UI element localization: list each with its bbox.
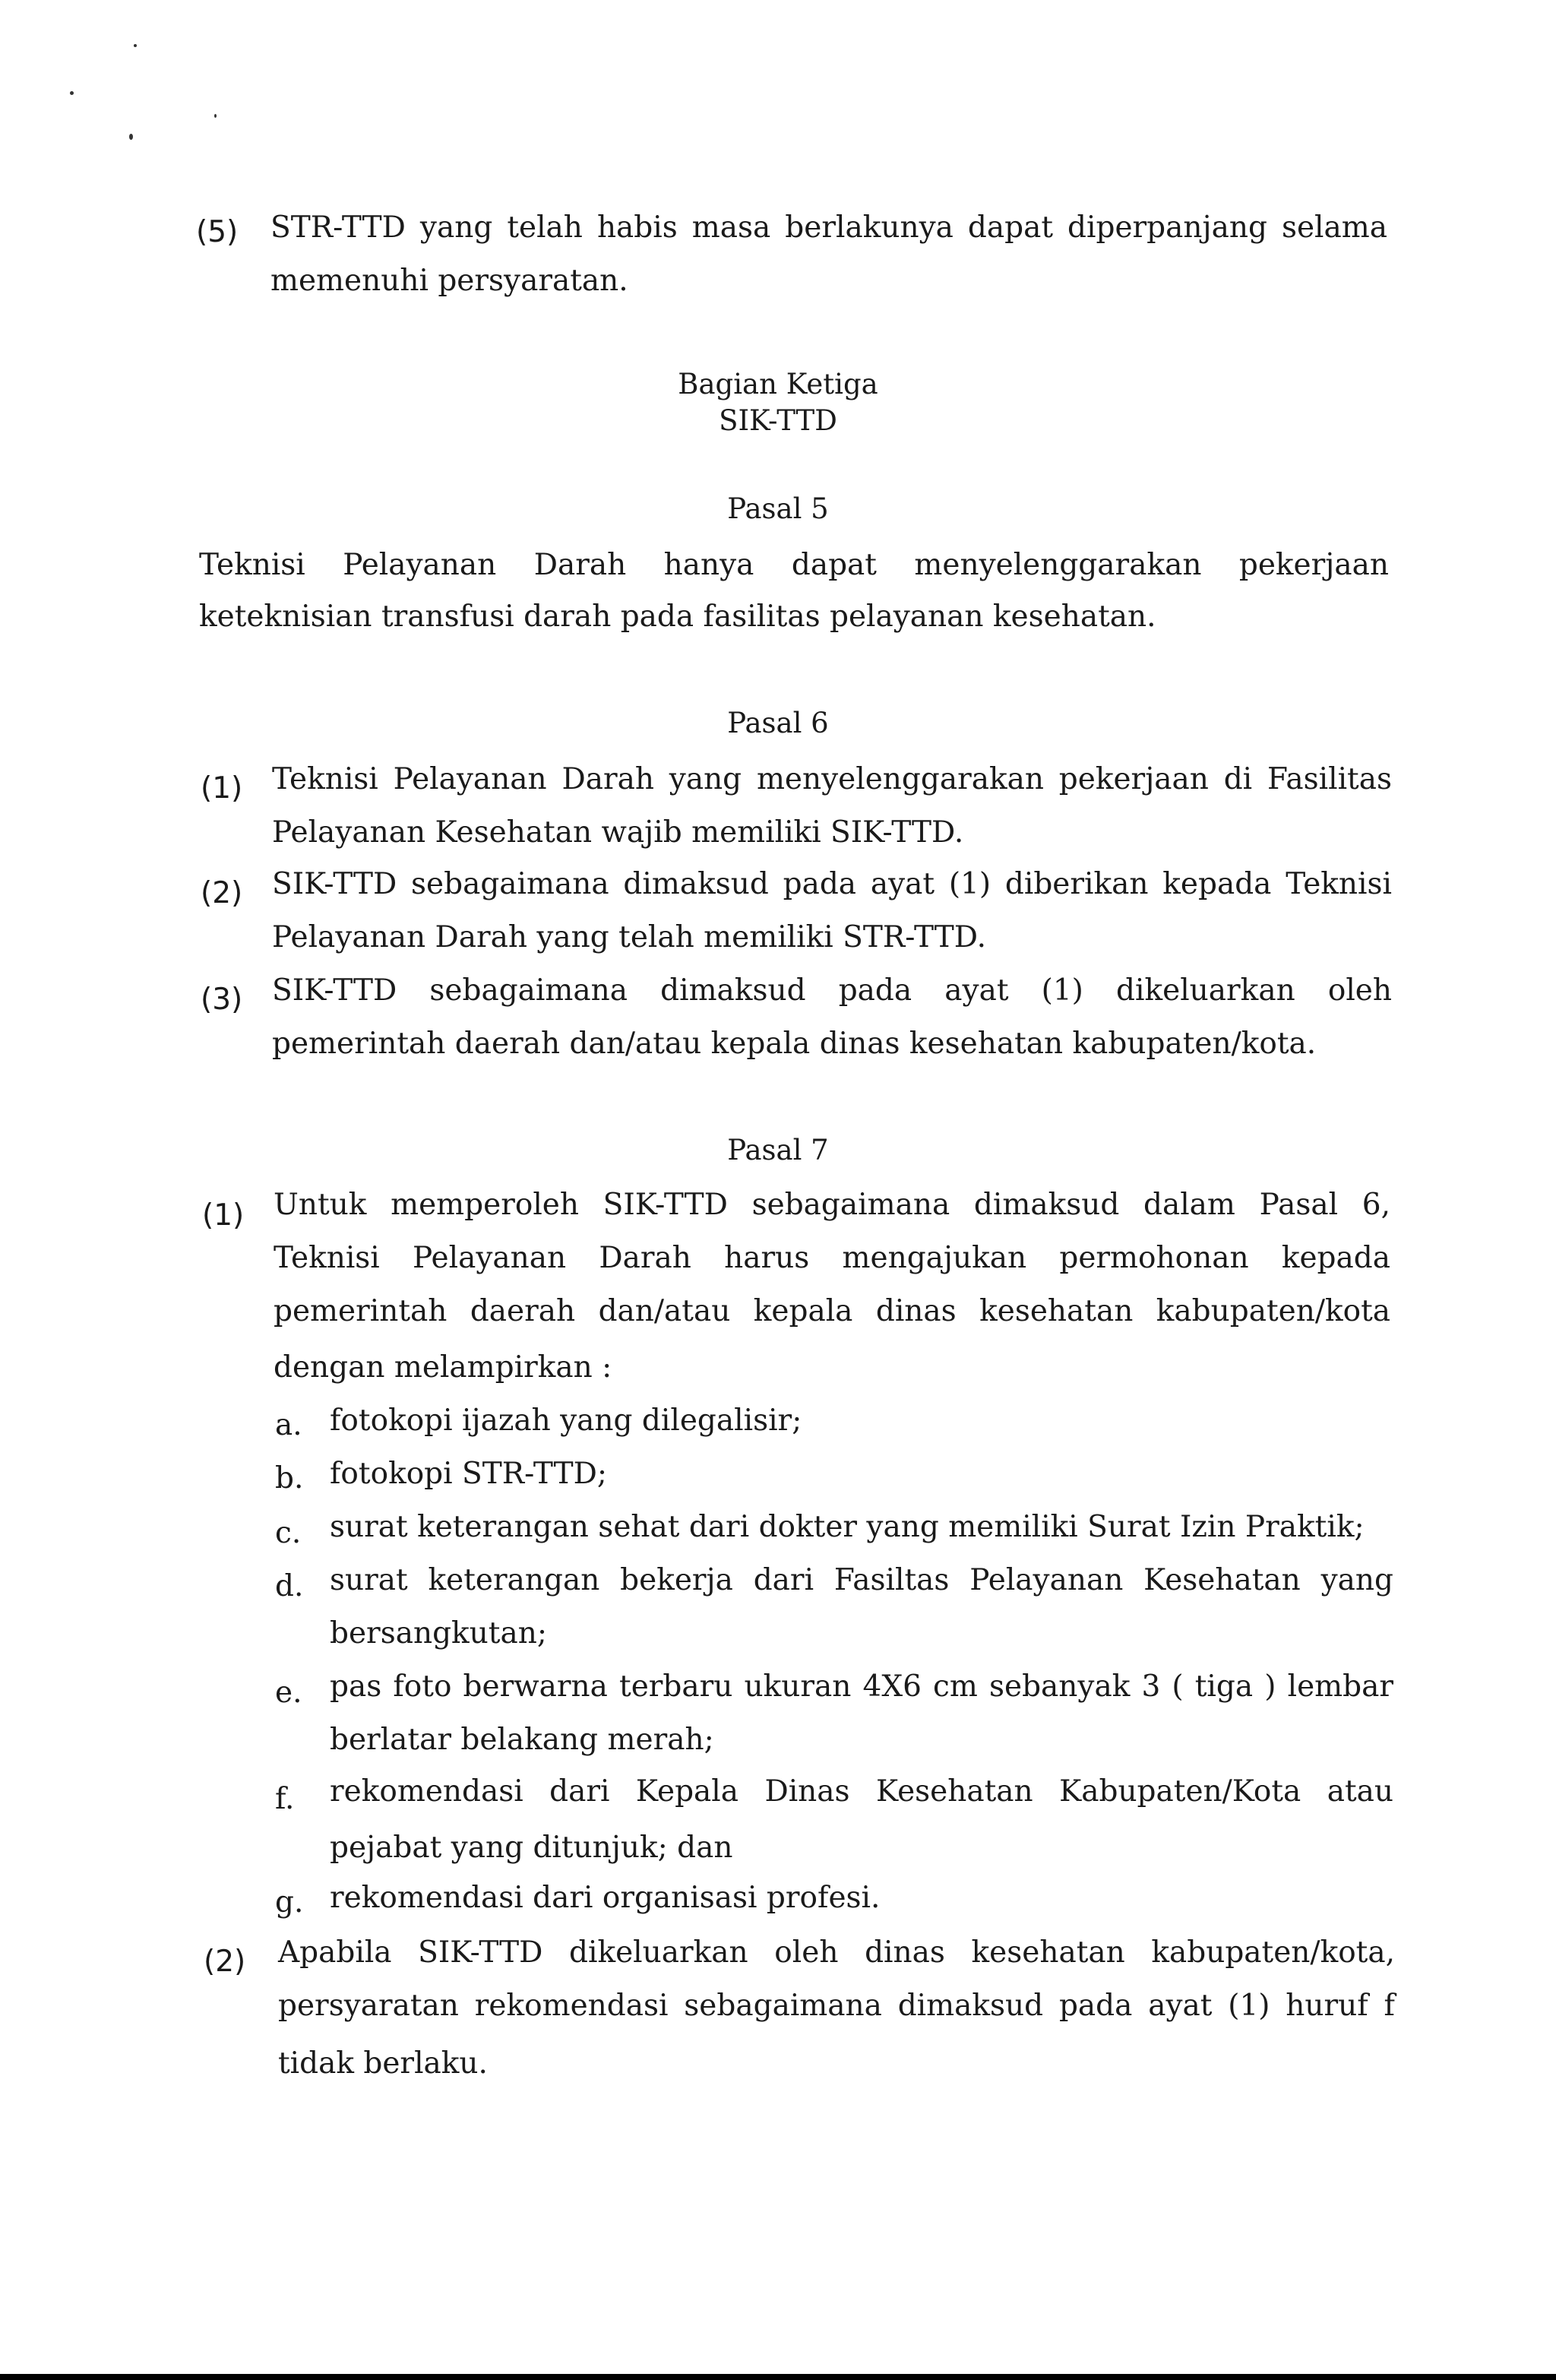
section-subtitle: SIK-TTD <box>719 404 837 437</box>
scan-speck <box>70 91 74 95</box>
paragraph-number: (2) <box>204 1945 246 1979</box>
scan-speck <box>214 114 217 118</box>
section-title: Bagian Ketiga <box>678 368 878 400</box>
paragraph-text: tidak berlaku. <box>278 2046 488 2081</box>
paragraph-text: Untuk memperoleh SIK-TTD sebagaimana dimaksud dalam Pasal 6, <box>274 1188 1390 1222</box>
list-letter: e. <box>275 1676 302 1710</box>
scan-bottom-edge <box>0 2374 1556 2380</box>
list-item-text: rekomendasi dari organisasi profesi. <box>330 1881 881 1915</box>
article-heading: Pasal 7 <box>727 1134 829 1166</box>
paragraph-text: Teknisi Pelayanan Darah yang menyelenggarakan pekerjaan di Fasilitas <box>272 762 1392 796</box>
scan-speck <box>129 134 133 140</box>
list-letter: c. <box>275 1516 302 1550</box>
paragraph-number: (1) <box>201 771 243 805</box>
list-item-text: pas foto berwarna terbaru ukuran 4X6 cm sebanyak 3 ( tiga ) lembar <box>330 1669 1393 1704</box>
list-item-text: surat keterangan bekerja dari Fasiltas Pelayanan Kesehatan yang <box>330 1563 1393 1597</box>
paragraph-text: Pelayanan Darah yang telah memiliki STR-TTD. <box>272 920 987 954</box>
list-letter: d. <box>275 1569 304 1603</box>
list-item-text: fotokopi STR-TTD; <box>330 1457 608 1491</box>
paragraph-text: dengan melampirkan : <box>274 1350 612 1385</box>
paragraph-text: Teknisi Pelayanan Darah harus mengajukan permohonan kepada <box>274 1241 1390 1275</box>
paragraph-text: keteknisian transfusi darah pada fasilitas pelayanan kesehatan. <box>199 600 1156 634</box>
paragraph-number: (1) <box>202 1198 245 1233</box>
paragraph-text: Pelayanan Kesehatan wajib memiliki SIK-TTD. <box>272 815 964 850</box>
list-item-text: berlatar belakang merah; <box>330 1723 714 1757</box>
list-letter: g. <box>275 1885 304 1920</box>
list-letter: f. <box>275 1782 295 1816</box>
paragraph-text: Teknisi Pelayanan Darah hanya dapat menyelenggarakan pekerjaan <box>199 548 1389 582</box>
paragraph-text: memenuhi persyaratan. <box>270 264 628 298</box>
paragraph-text: SIK-TTD sebagaimana dimaksud pada ayat (1) dikeluarkan oleh <box>272 973 1392 1008</box>
article-heading: Pasal 5 <box>727 492 829 525</box>
list-item-text: pejabat yang ditunjuk; dan <box>330 1831 733 1865</box>
paragraph-text: persyaratan rekomendasi sebagaimana dimaksud pada ayat (1) huruf f <box>278 1989 1395 2023</box>
article-heading: Pasal 6 <box>727 707 829 739</box>
list-item-text: fotokopi ijazah yang dilegalisir; <box>330 1404 802 1438</box>
list-item-text: bersangkutan; <box>330 1616 547 1650</box>
paragraph-text: pemerintah daerah dan/atau kepala dinas kesehatan kabupaten/kota <box>274 1294 1390 1328</box>
paragraph-number: (5) <box>196 215 239 249</box>
paragraph-number: (2) <box>201 876 243 910</box>
paragraph-text: SIK-TTD sebagaimana dimaksud pada ayat (1) diberikan kepada Teknisi <box>272 867 1392 901</box>
list-letter: b. <box>275 1461 304 1495</box>
list-item-text: rekomendasi dari Kepala Dinas Kesehatan Kabupaten/Kota atau <box>330 1774 1393 1809</box>
list-letter: a. <box>275 1408 302 1442</box>
paragraph-text: pemerintah daerah dan/atau kepala dinas kesehatan kabupaten/kota. <box>272 1027 1317 1061</box>
paragraph-text: STR-TTD yang telah habis masa berlakunya dapat diperpanjang selama <box>270 210 1387 245</box>
scan-speck <box>134 44 137 47</box>
paragraph-number: (3) <box>201 983 243 1017</box>
paragraph-text: Apabila SIK-TTD dikeluarkan oleh dinas kesehatan kabupaten/kota, <box>278 1935 1395 1970</box>
list-item-text: surat keterangan sehat dari dokter yang memiliki Surat Izin Praktik; <box>330 1510 1365 1544</box>
